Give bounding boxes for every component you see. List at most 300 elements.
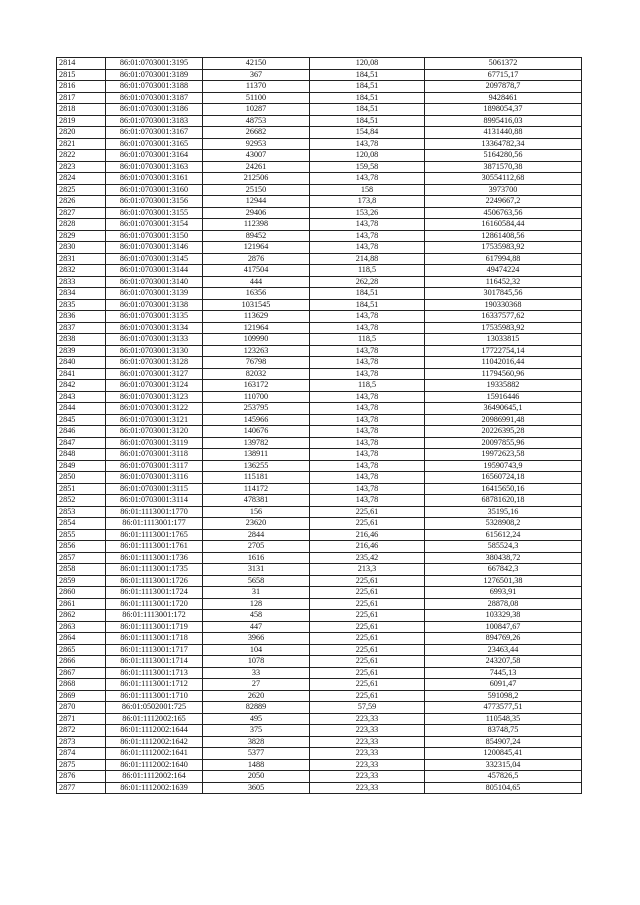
row-number-cell: 2846 <box>57 426 106 438</box>
cadastral-number-cell: 86:01:1113001:172 <box>106 610 203 622</box>
row-number-cell: 2832 <box>57 265 106 277</box>
area-cell: 43007 <box>203 150 310 162</box>
area-cell: 3131 <box>203 564 310 576</box>
area-cell: 82032 <box>203 368 310 380</box>
cadastral-value-cell: 3973700 <box>425 184 582 196</box>
cadastral-number-cell: 86:01:1113001:1713 <box>106 667 203 679</box>
row-number-cell: 2823 <box>57 161 106 173</box>
cadastral-value-cell: 36490645,1 <box>425 403 582 415</box>
specific-value-cell: 143,78 <box>310 138 425 150</box>
row-number-cell: 2820 <box>57 127 106 139</box>
cadastral-number-cell: 86:01:1113001:1770 <box>106 506 203 518</box>
area-cell: 375 <box>203 725 310 737</box>
cadastral-number-cell: 86:01:1113001:177 <box>106 518 203 530</box>
cadastral-value-cell: 2097878,7 <box>425 81 582 93</box>
specific-value-cell: 184,51 <box>310 115 425 127</box>
cadastral-value-cell: 457826,5 <box>425 771 582 783</box>
cadastral-number-cell: 86:01:1113001:1712 <box>106 679 203 691</box>
cadastral-number-cell: 86:01:1112002:165 <box>106 713 203 725</box>
area-cell: 109990 <box>203 334 310 346</box>
specific-value-cell: 225,61 <box>310 598 425 610</box>
specific-value-cell: 143,78 <box>310 449 425 461</box>
cadastral-number-cell: 86:01:0703001:3161 <box>106 173 203 185</box>
cadastral-value-cell: 49474224 <box>425 265 582 277</box>
cadastral-number-cell: 86:01:0703001:3188 <box>106 81 203 93</box>
area-cell: 23620 <box>203 518 310 530</box>
cadastral-value-cell: 2249667,2 <box>425 196 582 208</box>
table-row <box>57 276 582 288</box>
specific-value-cell: 143,78 <box>310 414 425 426</box>
table-body <box>57 58 582 794</box>
cadastral-number-cell: 86:01:0703001:3187 <box>106 92 203 104</box>
cadastral-number-cell: 86:01:0703001:3154 <box>106 219 203 231</box>
row-number-cell: 2824 <box>57 173 106 185</box>
cadastral-value-cell: 16560724,18 <box>425 472 582 484</box>
cadastral-number-cell: 86:01:0502001:725 <box>106 702 203 714</box>
specific-value-cell: 154,84 <box>310 127 425 139</box>
table-row <box>57 564 582 576</box>
cadastral-value-cell: 13033815 <box>425 334 582 346</box>
table-row <box>57 621 582 633</box>
specific-value-cell: 225,61 <box>310 575 425 587</box>
specific-value-cell: 225,61 <box>310 506 425 518</box>
row-number-cell: 2873 <box>57 736 106 748</box>
table-row <box>57 483 582 495</box>
area-cell: 12944 <box>203 196 310 208</box>
table-row <box>57 679 582 691</box>
cadastral-number-cell: 86:01:0703001:3155 <box>106 207 203 219</box>
specific-value-cell: 153,26 <box>310 207 425 219</box>
area-cell: 1488 <box>203 759 310 771</box>
cadastral-number-cell: 86:01:0703001:3127 <box>106 368 203 380</box>
cadastral-value-cell: 17535983,92 <box>425 322 582 334</box>
table-row <box>57 357 582 369</box>
row-number-cell: 2871 <box>57 713 106 725</box>
table-row <box>57 368 582 380</box>
specific-value-cell: 173,8 <box>310 196 425 208</box>
area-cell: 3828 <box>203 736 310 748</box>
area-cell: 163172 <box>203 380 310 392</box>
cadastral-number-cell: 86:01:0703001:3138 <box>106 299 203 311</box>
cadastral-value-cell: 615612,24 <box>425 529 582 541</box>
cadastral-value-cell: 7445,13 <box>425 667 582 679</box>
area-cell: 447 <box>203 621 310 633</box>
table-row <box>57 173 582 185</box>
area-cell: 123263 <box>203 345 310 357</box>
cadastral-number-cell: 86:01:0703001:3140 <box>106 276 203 288</box>
table-row <box>57 702 582 714</box>
table-row <box>57 138 582 150</box>
row-number-cell: 2861 <box>57 598 106 610</box>
table-row <box>57 92 582 104</box>
table-row <box>57 81 582 93</box>
cadastral-number-cell: 86:01:0703001:3128 <box>106 357 203 369</box>
cadastral-number-cell: 86:01:1113001:1726 <box>106 575 203 587</box>
cadastral-value-cell: 19590743,9 <box>425 460 582 472</box>
table-row <box>57 552 582 564</box>
row-number-cell: 2877 <box>57 782 106 794</box>
area-cell: 115181 <box>203 472 310 484</box>
cadastral-value-cell: 190330368 <box>425 299 582 311</box>
area-cell: 92953 <box>203 138 310 150</box>
row-number-cell: 2876 <box>57 771 106 783</box>
row-number-cell: 2875 <box>57 759 106 771</box>
specific-value-cell: 118,5 <box>310 380 425 392</box>
specific-value-cell: 225,61 <box>310 656 425 668</box>
cadastral-value-cell: 116452,32 <box>425 276 582 288</box>
cadastral-number-cell: 86:01:0703001:3121 <box>106 414 203 426</box>
cadastral-number-cell: 86:01:0703001:3118 <box>106 449 203 461</box>
cadastral-number-cell: 86:01:0703001:3133 <box>106 334 203 346</box>
row-number-cell: 2840 <box>57 357 106 369</box>
cadastral-number-cell: 86:01:0703001:3139 <box>106 288 203 300</box>
cadastral-number-cell: 86:01:1112002:1640 <box>106 759 203 771</box>
specific-value-cell: 223,33 <box>310 736 425 748</box>
row-number-cell: 2835 <box>57 299 106 311</box>
cadastral-number-cell: 86:01:1113001:1714 <box>106 656 203 668</box>
table-row <box>57 460 582 472</box>
specific-value-cell: 143,78 <box>310 311 425 323</box>
row-number-cell: 2867 <box>57 667 106 679</box>
row-number-cell: 2855 <box>57 529 106 541</box>
cadastral-value-cell: 4773577,51 <box>425 702 582 714</box>
specific-value-cell: 225,61 <box>310 679 425 691</box>
area-cell: 444 <box>203 276 310 288</box>
cadastral-number-cell: 86:01:1112002:1642 <box>106 736 203 748</box>
specific-value-cell: 216,46 <box>310 529 425 541</box>
specific-value-cell: 120,08 <box>310 150 425 162</box>
cadastral-value-cell: 894769,26 <box>425 633 582 645</box>
cadastral-value-cell: 19972623,58 <box>425 449 582 461</box>
row-number-cell: 2821 <box>57 138 106 150</box>
specific-value-cell: 225,61 <box>310 621 425 633</box>
row-number-cell: 2847 <box>57 437 106 449</box>
cadastral-number-cell: 86:01:0703001:3150 <box>106 230 203 242</box>
area-cell: 140676 <box>203 426 310 438</box>
cadastral-value-cell: 16415650,16 <box>425 483 582 495</box>
row-number-cell: 2828 <box>57 219 106 231</box>
table-row <box>57 713 582 725</box>
cadastral-value-cell: 16337577,62 <box>425 311 582 323</box>
area-cell: 5658 <box>203 575 310 587</box>
table-row <box>57 414 582 426</box>
specific-value-cell: 143,78 <box>310 460 425 472</box>
area-cell: 113629 <box>203 311 310 323</box>
cadastral-number-cell: 86:01:0703001:3195 <box>106 58 203 70</box>
cadastral-number-cell: 86:01:1112002:1639 <box>106 782 203 794</box>
cadastral-number-cell: 86:01:0703001:3130 <box>106 345 203 357</box>
specific-value-cell: 225,61 <box>310 633 425 645</box>
row-number-cell: 2866 <box>57 656 106 668</box>
area-cell: 16356 <box>203 288 310 300</box>
cadastral-value-cell: 380438,72 <box>425 552 582 564</box>
area-cell: 478381 <box>203 495 310 507</box>
specific-value-cell: 143,78 <box>310 403 425 415</box>
cadastral-value-cell: 3017845,56 <box>425 288 582 300</box>
area-cell: 2705 <box>203 541 310 553</box>
table-row <box>57 656 582 668</box>
row-number-cell: 2834 <box>57 288 106 300</box>
cadastral-value-cell: 3871570,38 <box>425 161 582 173</box>
area-cell: 121964 <box>203 322 310 334</box>
area-cell: 31 <box>203 587 310 599</box>
area-cell: 458 <box>203 610 310 622</box>
cadastral-value-cell: 667842,3 <box>425 564 582 576</box>
row-number-cell: 2838 <box>57 334 106 346</box>
row-number-cell: 2843 <box>57 391 106 403</box>
row-number-cell: 2815 <box>57 69 106 81</box>
cadastral-value-cell: 17535983,92 <box>425 242 582 254</box>
row-number-cell: 2870 <box>57 702 106 714</box>
cadastral-number-cell: 86:01:0703001:3115 <box>106 483 203 495</box>
cadastral-value-cell: 585524,3 <box>425 541 582 553</box>
specific-value-cell: 214,88 <box>310 253 425 265</box>
specific-value-cell: 158 <box>310 184 425 196</box>
area-cell: 139782 <box>203 437 310 449</box>
table-row <box>57 610 582 622</box>
area-cell: 128 <box>203 598 310 610</box>
table-row <box>57 150 582 162</box>
table-row <box>57 334 582 346</box>
cadastral-number-cell: 86:01:1113001:1718 <box>106 633 203 645</box>
row-number-cell: 2826 <box>57 196 106 208</box>
table-row <box>57 426 582 438</box>
row-number-cell: 2827 <box>57 207 106 219</box>
table-row <box>57 196 582 208</box>
specific-value-cell: 225,61 <box>310 644 425 656</box>
cadastral-number-cell: 86:01:0703001:3160 <box>106 184 203 196</box>
specific-value-cell: 143,78 <box>310 322 425 334</box>
cadastral-value-cell: 100847,67 <box>425 621 582 633</box>
cadastral-number-cell: 86:01:0703001:3117 <box>106 460 203 472</box>
cadastral-value-cell: 20226395,28 <box>425 426 582 438</box>
specific-value-cell: 143,78 <box>310 173 425 185</box>
cadastral-value-cell: 5061372 <box>425 58 582 70</box>
cadastral-number-cell: 86:01:0703001:3164 <box>106 150 203 162</box>
cadastral-value-cell: 20986991,48 <box>425 414 582 426</box>
row-number-cell: 2851 <box>57 483 106 495</box>
cadastral-number-cell: 86:01:1112002:164 <box>106 771 203 783</box>
row-number-cell: 2850 <box>57 472 106 484</box>
row-number-cell: 2822 <box>57 150 106 162</box>
specific-value-cell: 57,59 <box>310 702 425 714</box>
row-number-cell: 2857 <box>57 552 106 564</box>
table-row <box>57 667 582 679</box>
area-cell: 2844 <box>203 529 310 541</box>
table-row <box>57 161 582 173</box>
table-row <box>57 437 582 449</box>
area-cell: 5377 <box>203 748 310 760</box>
cadastral-number-cell: 86:01:0703001:3189 <box>106 69 203 81</box>
row-number-cell: 2830 <box>57 242 106 254</box>
table-row <box>57 391 582 403</box>
cadastral-value-cell: 5164280,56 <box>425 150 582 162</box>
cadastral-number-cell: 86:01:1113001:1724 <box>106 587 203 599</box>
specific-value-cell: 184,51 <box>310 92 425 104</box>
specific-value-cell: 223,33 <box>310 782 425 794</box>
specific-value-cell: 223,33 <box>310 713 425 725</box>
specific-value-cell: 213,3 <box>310 564 425 576</box>
cadastral-number-cell: 86:01:0703001:3134 <box>106 322 203 334</box>
row-number-cell: 2869 <box>57 690 106 702</box>
cadastral-value-cell: 17722754,14 <box>425 345 582 357</box>
area-cell: 51100 <box>203 92 310 104</box>
table-row <box>57 449 582 461</box>
specific-value-cell: 143,78 <box>310 219 425 231</box>
table-row <box>57 736 582 748</box>
row-number-cell: 2833 <box>57 276 106 288</box>
specific-value-cell: 159,58 <box>310 161 425 173</box>
specific-value-cell: 184,51 <box>310 299 425 311</box>
specific-value-cell: 143,78 <box>310 357 425 369</box>
area-cell: 33 <box>203 667 310 679</box>
cadastral-value-cell: 5328908,2 <box>425 518 582 530</box>
table-row <box>57 299 582 311</box>
row-number-cell: 2872 <box>57 725 106 737</box>
cadastral-value-cell: 1200845,41 <box>425 748 582 760</box>
specific-value-cell: 225,61 <box>310 518 425 530</box>
cadastral-value-cell: 13364782,34 <box>425 138 582 150</box>
table-row <box>57 598 582 610</box>
cadastral-value-cell: 19335882 <box>425 380 582 392</box>
row-number-cell: 2854 <box>57 518 106 530</box>
table-row <box>57 69 582 81</box>
table-row <box>57 311 582 323</box>
area-cell: 76798 <box>203 357 310 369</box>
table-row <box>57 529 582 541</box>
table-row <box>57 115 582 127</box>
cadastral-value-cell: 617994,88 <box>425 253 582 265</box>
area-cell: 114172 <box>203 483 310 495</box>
cadastral-number-cell: 86:01:0703001:3146 <box>106 242 203 254</box>
cadastral-value-cell: 11794560,96 <box>425 368 582 380</box>
table-row <box>57 207 582 219</box>
cadastral-value-cell: 20097855,96 <box>425 437 582 449</box>
row-number-cell: 2864 <box>57 633 106 645</box>
table-row <box>57 748 582 760</box>
table-row <box>57 184 582 196</box>
area-cell: 2050 <box>203 771 310 783</box>
row-number-cell: 2844 <box>57 403 106 415</box>
area-cell: 367 <box>203 69 310 81</box>
area-cell: 1078 <box>203 656 310 668</box>
row-number-cell: 2865 <box>57 644 106 656</box>
area-cell: 2876 <box>203 253 310 265</box>
table-row <box>57 759 582 771</box>
cadastral-number-cell: 86:01:0703001:3116 <box>106 472 203 484</box>
table-row <box>57 518 582 530</box>
area-cell: 121964 <box>203 242 310 254</box>
table-row <box>57 219 582 231</box>
specific-value-cell: 143,78 <box>310 483 425 495</box>
cadastral-value-table <box>56 57 582 794</box>
cadastral-value-cell: 110548,35 <box>425 713 582 725</box>
row-number-cell: 2837 <box>57 322 106 334</box>
cadastral-value-cell: 8995416,03 <box>425 115 582 127</box>
area-cell: 25150 <box>203 184 310 196</box>
cadastral-number-cell: 86:01:0703001:3122 <box>106 403 203 415</box>
row-number-cell: 2818 <box>57 104 106 116</box>
table-row <box>57 782 582 794</box>
area-cell: 253795 <box>203 403 310 415</box>
specific-value-cell: 184,51 <box>310 81 425 93</box>
cadastral-number-cell: 86:01:1113001:1719 <box>106 621 203 633</box>
table-row <box>57 322 582 334</box>
table-row <box>57 690 582 702</box>
area-cell: 24261 <box>203 161 310 173</box>
row-number-cell: 2836 <box>57 311 106 323</box>
area-cell: 10287 <box>203 104 310 116</box>
table-row <box>57 288 582 300</box>
cadastral-value-cell: 35195,16 <box>425 506 582 518</box>
specific-value-cell: 143,78 <box>310 391 425 403</box>
table-row <box>57 472 582 484</box>
row-number-cell: 2814 <box>57 58 106 70</box>
row-number-cell: 2848 <box>57 449 106 461</box>
specific-value-cell: 184,51 <box>310 288 425 300</box>
cadastral-number-cell: 86:01:1112002:1641 <box>106 748 203 760</box>
area-cell: 29406 <box>203 207 310 219</box>
cadastral-number-cell: 86:01:1113001:1710 <box>106 690 203 702</box>
cadastral-value-cell: 4131440,88 <box>425 127 582 139</box>
row-number-cell: 2868 <box>57 679 106 691</box>
cadastral-value-cell: 4506763,56 <box>425 207 582 219</box>
row-number-cell: 2816 <box>57 81 106 93</box>
table-row <box>57 725 582 737</box>
cadastral-number-cell: 86:01:0703001:3167 <box>106 127 203 139</box>
cadastral-number-cell: 86:01:1113001:1735 <box>106 564 203 576</box>
table-row <box>57 495 582 507</box>
row-number-cell: 2853 <box>57 506 106 518</box>
specific-value-cell: 118,5 <box>310 334 425 346</box>
table-row <box>57 587 582 599</box>
table-row <box>57 127 582 139</box>
cadastral-number-cell: 86:01:1113001:1736 <box>106 552 203 564</box>
area-cell: 82889 <box>203 702 310 714</box>
area-cell: 48753 <box>203 115 310 127</box>
area-cell: 1616 <box>203 552 310 564</box>
row-number-cell: 2863 <box>57 621 106 633</box>
row-number-cell: 2829 <box>57 230 106 242</box>
area-cell: 112398 <box>203 219 310 231</box>
row-number-cell: 2862 <box>57 610 106 622</box>
area-cell: 27 <box>203 679 310 691</box>
row-number-cell: 2858 <box>57 564 106 576</box>
cadastral-number-cell: 86:01:0703001:3145 <box>106 253 203 265</box>
cadastral-value-cell: 83748,75 <box>425 725 582 737</box>
area-cell: 138911 <box>203 449 310 461</box>
row-number-cell: 2841 <box>57 368 106 380</box>
specific-value-cell: 235,42 <box>310 552 425 564</box>
cadastral-value-cell: 9428461 <box>425 92 582 104</box>
table-row <box>57 104 582 116</box>
specific-value-cell: 223,33 <box>310 748 425 760</box>
specific-value-cell: 223,33 <box>310 725 425 737</box>
specific-value-cell: 223,33 <box>310 759 425 771</box>
table-row <box>57 58 582 70</box>
cadastral-value-cell: 16160584,44 <box>425 219 582 231</box>
area-cell: 11370 <box>203 81 310 93</box>
table-row <box>57 771 582 783</box>
cadastral-value-cell: 15916446 <box>425 391 582 403</box>
specific-value-cell: 143,78 <box>310 242 425 254</box>
cadastral-number-cell: 86:01:0703001:3124 <box>106 380 203 392</box>
cadastral-number-cell: 86:01:0703001:3165 <box>106 138 203 150</box>
cadastral-number-cell: 86:01:1113001:1717 <box>106 644 203 656</box>
specific-value-cell: 223,33 <box>310 771 425 783</box>
cadastral-value-cell: 28878,08 <box>425 598 582 610</box>
area-cell: 110700 <box>203 391 310 403</box>
